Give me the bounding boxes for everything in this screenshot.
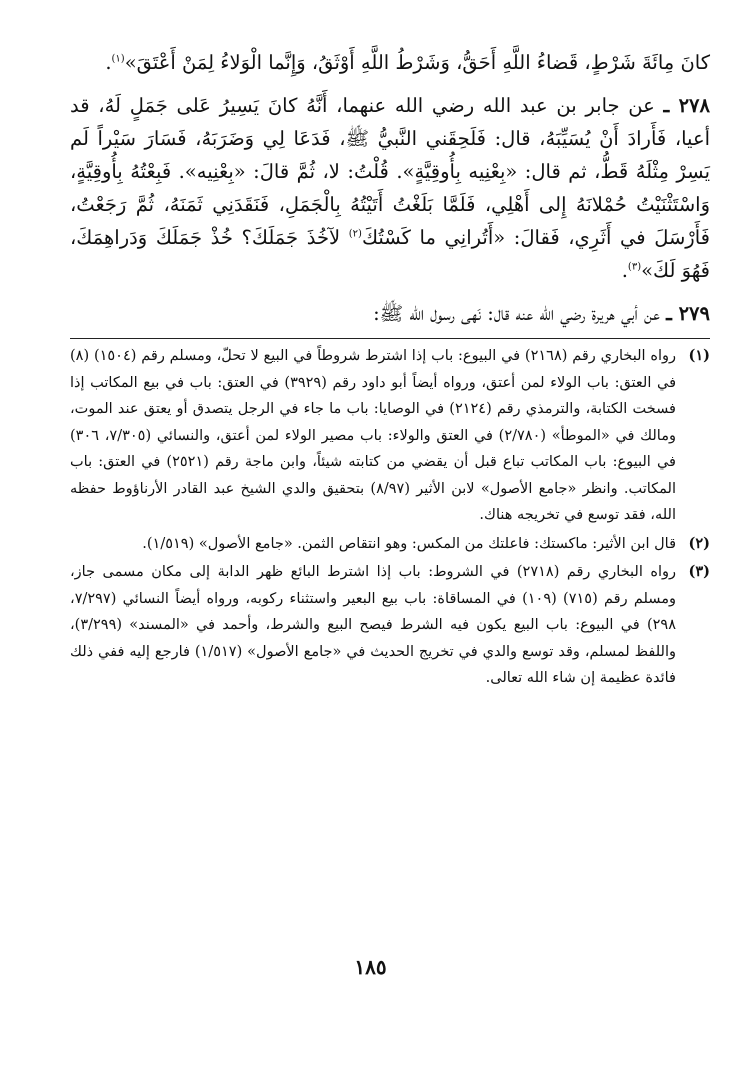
footnote-text: رواه البخاري رقم (٢١٦٨) في البيوع: باب إذا اشترط شروطاً في البيع لا تحلّ، ومسلم رقم (١٥٠٤) (٨) في العتق: باب الولاء لمن أعتق، ورواه أيضاً أبو داود رقم (٣٩٢٩) في العتق: باب في بيع المكاتب إذا فسخت الكتابة، والترمذي رقم (٢١٢٤) في الوصايا: باب ما جاء في الرجل يتصدق أو يعتق عند الموت، ومالك في «الموطأ» (٢/٧٨٠) في العتق والولاء: باب مصير الولاء لمن أعتق، والنسائي (٧/٣٠٥، ٣٠٦) في البيوع: باب المكاتب تباع قبل أن يقضي من كتابته شيئاً، وابن ماجة رقم (٢٥٢١) في العتق: باب المكاتب. وانظر «جامع الأصول» لابن الأثير (٨/٩٧) بتحقيق والدي الشيخ عبد القادر الأرناؤوط حفظه الله، فقد توسع في تخريجه هناك.: [70, 348, 676, 523]
footnote-ref[interactable]: (٣): [627, 261, 642, 273]
footnote-text: قال ابن الأثير: ماكستك: فاعلتك من المكس: وهو انتقاص الثمن. «جامع الأصول» (١/٥١٩).: [142, 535, 676, 552]
footnote-text: رواه البخاري رقم (٢٧١٨) في الشروط: باب إذا اشترط البائع ظهر الدابة إلى مكان مسمى جاز، ومسلم رقم (٧١٥) (١٠٩) في المساقاة: باب بيع البعير واستثناء ركوبه، ورواه أيضاً النسائي (٧/٢٩٧، ٢٩٨) في البيوع: باب البيع يكون فيه الشرط فيصح البيع والشرط، وأحمد في «المسند» (٣/٢٩٩)، واللفظ لمسلم، وقد توسع والدي في تخريج الحديث في «جامع الأصول» (١/٥١٧) فارجع إليه ففي ذلك فائدة عظيمة إن شاء الله تعالى.: [70, 564, 676, 686]
page-content: [70, 46, 710, 1006]
footnote-ref[interactable]: (١): [111, 53, 125, 65]
footnote-label: (٣): [688, 563, 710, 580]
footnote-2: [70, 531, 710, 558]
footnote-ref[interactable]: (٢): [348, 228, 362, 240]
footnote-3: [70, 559, 710, 692]
footnote-label: (٢): [688, 534, 710, 552]
footnote-1: [70, 343, 710, 529]
hadith-text: عن جابر بن عبد الله رضي الله عنهما، أَنَّهُ كانَ يَسِيرُ عَلى جَمَلٍ لَهُ، قد أعيا، فَأَرادَ أَنْ يُسَيِّبَهُ، قال: فَلَحِقَني النَّبيُّ ﷺ، فَدَعَا لِي وَضَرَبَهُ، فَسَارَ سَيْراً لَم يَسِرْ مِثْلَهُ قَطُّ، ثم قال: «بِعْنِيه بِأُوقِيَّةٍ». قُلْتُ: لا، ثُمَّ قالَ: «بِعْنِيه». فَبِعْتُهُ بِأُوقِيَّةٍ، وَاسْتَثْنَيْتُ حُمْلانَهُ إِلى أَهْلِي، فَلَمَّا بَلَغْتُ أَتَيْتُهُ بِالْجَمَلِ، فَنَقَدَنِي ثَمَنَهُ، ثُمَّ رَجَعْتُ، فَأَرْسَلَ في أَثَرِي، فَقالَ: «أَتُرانِي ما كَسْتُكَ: [70, 94, 710, 249]
page-number: ١٨٥: [354, 955, 387, 979]
footnotes: [70, 343, 710, 692]
footnote-label: (١): [688, 347, 710, 364]
hadith-number: ٢٧٨ ـ: [663, 94, 710, 117]
hadith-number: ٢٧٩ ـ: [666, 302, 710, 325]
hadith-text-continued: لآخُذَ جَمَلَكَ؟ خُذْ جَمَلَكَ وَدَراهِمَكَ، فَهُوَ لَكَ»: [70, 226, 710, 282]
main-text: [70, 46, 710, 330]
hadith-278: ٢٧٨ ـ عن جابر بن عبد الله رضي الله عنهما، أَنَّهُ كانَ يَسِيرُ عَلى جَمَلٍ لَهُ، قد أعيا، فَأَرادَ أَنْ يُسَيِّبَهُ، قال: فَلَحِقَني النَّبيُّ ﷺ، فَدَعَا لِي وَضَرَبَهُ، فَسَارَ سَيْراً لَم يَسِرْ مِثْلَهُ قَطُّ، ثم قال: «بِعْنِيه بِأُوقِيَّةٍ». قُلْتُ: لا، ثُمَّ قالَ: «بِعْنِيه». فَبِعْتُهُ بِأُوقِيَّةٍ، وَاسْتَثْنَيْتُ حُمْلانَهُ إِلى أَهْلِي، فَلَمَّا بَلَغْتُ أَتَيْتُهُ بِالْجَمَلِ، فَنَقَدَنِي ثَمَنَهُ، ثُمَّ رَجَعْتُ، فَأَرْسَلَ في أَثَرِي، فَقالَ: «أَتُرانِي ما كَسْتُكَ$^{(٢)}$ لآخُذَ جَمَلَكَ؟ خُذْ جَمَلَكَ وَدَراهِمَكَ، فَهُوَ لَكَ»$^{(٣)}$.: [70, 94, 710, 282]
paragraph-continuation: كانَ مِائَةَ شَرْطٍ، قَضاءُ اللَّهِ أَحَقُّ، وَشَرْطُ اللَّهِ أَوْثَقُ، وَإِنَّما الْوَلاءُ لِمَنْ أَعْتَقَ»$^{(١)}$.: [105, 51, 710, 74]
hadith-text: عن أبي هريرة رضي الله عنه قال: نَهى رسول الله ﷺ:: [373, 302, 660, 325]
hadith-279: [70, 297, 710, 330]
paragraph-text: كانَ مِائَةَ شَرْطٍ، قَضاءُ اللَّهِ أَحَقُّ، وَشَرْطُ اللَّهِ أَوْثَقُ، وَإِنَّما الْوَلاءُ لِمَنْ أَعْتَقَ»: [124, 51, 710, 74]
footnote-divider: [70, 338, 710, 339]
